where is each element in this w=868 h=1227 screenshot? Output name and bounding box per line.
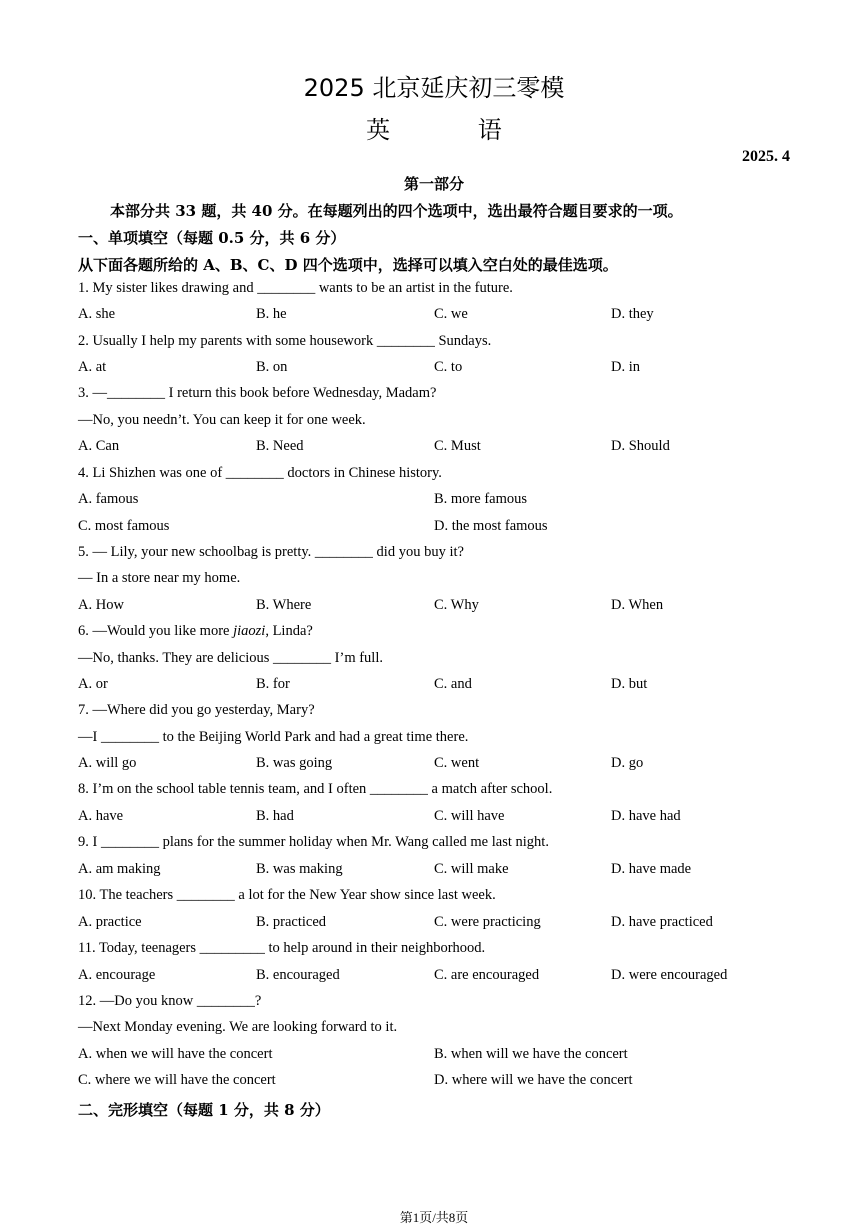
question-3-option-b: B. Need [256,438,304,454]
question-7-stem: 7. —Where did you go yesterday, Mary? [78,702,315,718]
question-3-option-a: A. Can [78,438,120,454]
question-12-option-b: B. when will we have the concert [434,1046,628,1062]
question-6-jiaozi: jiaozi [233,623,266,639]
question-10-option-a: A. practice [78,914,142,930]
question-8-stem: 8. I’m on the school table tennis team, and I often ________ a match after school. [78,781,553,797]
question-7-option-a: A. will go [78,755,137,771]
exam-subject: 英 语 [366,116,542,144]
question-10-option-d: D. have practiced [611,914,713,930]
question-8-option-c: C. will have [434,808,505,824]
exam-date: 2025. 4 [742,148,790,165]
question-6-option-d: D. but [611,676,648,692]
section-one-instruction: 从下面各题所给的 A、B、C、D 四个选项中，选择可以填入空白处的最佳选项。 [78,256,618,274]
question-2-option-d: D. in [611,359,640,375]
question-12-option-c: C. where we will have the concert [78,1072,276,1088]
question-4-option-a: A. famous [78,491,139,507]
question-3-option-c: C. Must [434,438,481,454]
question-7-option-d: D. go [611,755,644,771]
question-11-option-d: D. were encouraged [611,967,728,983]
question-5-reply: — In a store near my home. [78,570,241,586]
question-4-option-b: B. more famous [434,491,528,507]
part-one-intro: 本部分共 33 题，共 40 分。在每题列出的四个选项中，选出最符合题目要求的一项。 [110,202,683,220]
section-two-title: 二、完形填空（每题 1 分，共 8 分） [78,1101,330,1119]
question-8-option-d: D. have had [611,808,681,824]
question-11-option-b: B. encouraged [256,967,340,983]
question-6-stem-end: , Linda? [265,623,313,639]
question-6-reply: —No, thanks. They are delicious ________ I’m full. [78,650,383,666]
question-11-stem: 11. Today, teenagers _________ to help around in their neighborhood. [78,940,486,956]
question-10-option-c: C. were practicing [434,914,541,930]
question-2-stem: 2. Usually I help my parents with some housework ________ Sundays. [78,333,492,349]
question-4-stem: 4. Li Shizhen was one of ________ doctors in Chinese history. [78,465,442,481]
question-5-stem: 5. — Lily, your new schoolbag is pretty. ________ did you buy it? [78,544,464,560]
question-6-stem [78,623,313,640]
question-3-option-d: D. Should [611,438,670,454]
question-6-option-c: C. and [434,676,472,692]
question-12-reply: —Next Monday evening. We are looking forward to it. [78,1019,398,1035]
question-4-option-d: D. the most famous [434,518,548,534]
question-2-option-a: A. at [78,359,107,375]
question-7-option-b: B. was going [256,755,333,771]
question-3-reply: —No, you needn’t. You can keep it for one week. [78,412,366,428]
question-7-reply: —I ________ to the Beijing World Park and had a great time there. [78,729,469,745]
question-5-option-b: B. Where [256,597,312,613]
question-9-option-a: A. am making [78,861,161,877]
question-3-stem: 3. —________ I return this book before Wednesday, Madam? [78,385,437,401]
question-12-stem: 12. —Do you know ________? [78,993,262,1009]
question-1-stem: 1. My sister likes drawing and ________ wants to be an artist in the future. [78,280,513,296]
question-11-option-c: C. are encouraged [434,967,540,983]
question-8-option-a: A. have [78,808,124,824]
question-5-option-d: D. When [611,597,664,613]
question-4-option-c: C. most famous [78,518,170,534]
question-7-option-c: C. went [434,755,480,771]
question-6-option-a: A. or [78,676,108,692]
question-2-option-b: B. on [256,359,288,375]
question-9-option-d: D. have made [611,861,692,877]
question-12-option-d: D. where will we have the concert [434,1072,633,1088]
question-5-option-a: A. How [78,597,124,613]
question-10-stem: 10. The teachers ________ a lot for the New Year show since last week. [78,887,496,903]
page-number: 第1页/共8页 [399,1210,469,1225]
part-one-heading: 第一部分 [403,175,464,193]
question-1-option-c: C. we [434,306,468,322]
question-10-option-b: B. practiced [256,914,327,930]
question-5-option-c: C. Why [434,597,479,613]
question-8-option-b: B. had [256,808,294,824]
question-9-stem: 9. I ________ plans for the summer holiday when Mr. Wang called me last night. [78,834,549,850]
question-2-option-c: C. to [434,359,463,375]
question-6-option-b: B. for [256,676,290,692]
question-1-option-a: A. she [78,306,116,322]
exam-title: 2025 北京延庆初三零模 [303,74,565,102]
question-9-option-b: B. was making [256,861,343,877]
question-6-stem-start: 6. —Would you like more [78,623,234,639]
question-1-option-d: D. they [611,306,654,322]
question-11-option-a: A. encourage [78,967,156,983]
section-one-title: 一、单项填空（每题 0.5 分，共 6 分） [78,229,346,247]
question-12-option-a: A. when we will have the concert [78,1046,273,1062]
question-9-option-c: C. will make [434,861,509,877]
question-1-option-b: B. he [256,306,287,322]
